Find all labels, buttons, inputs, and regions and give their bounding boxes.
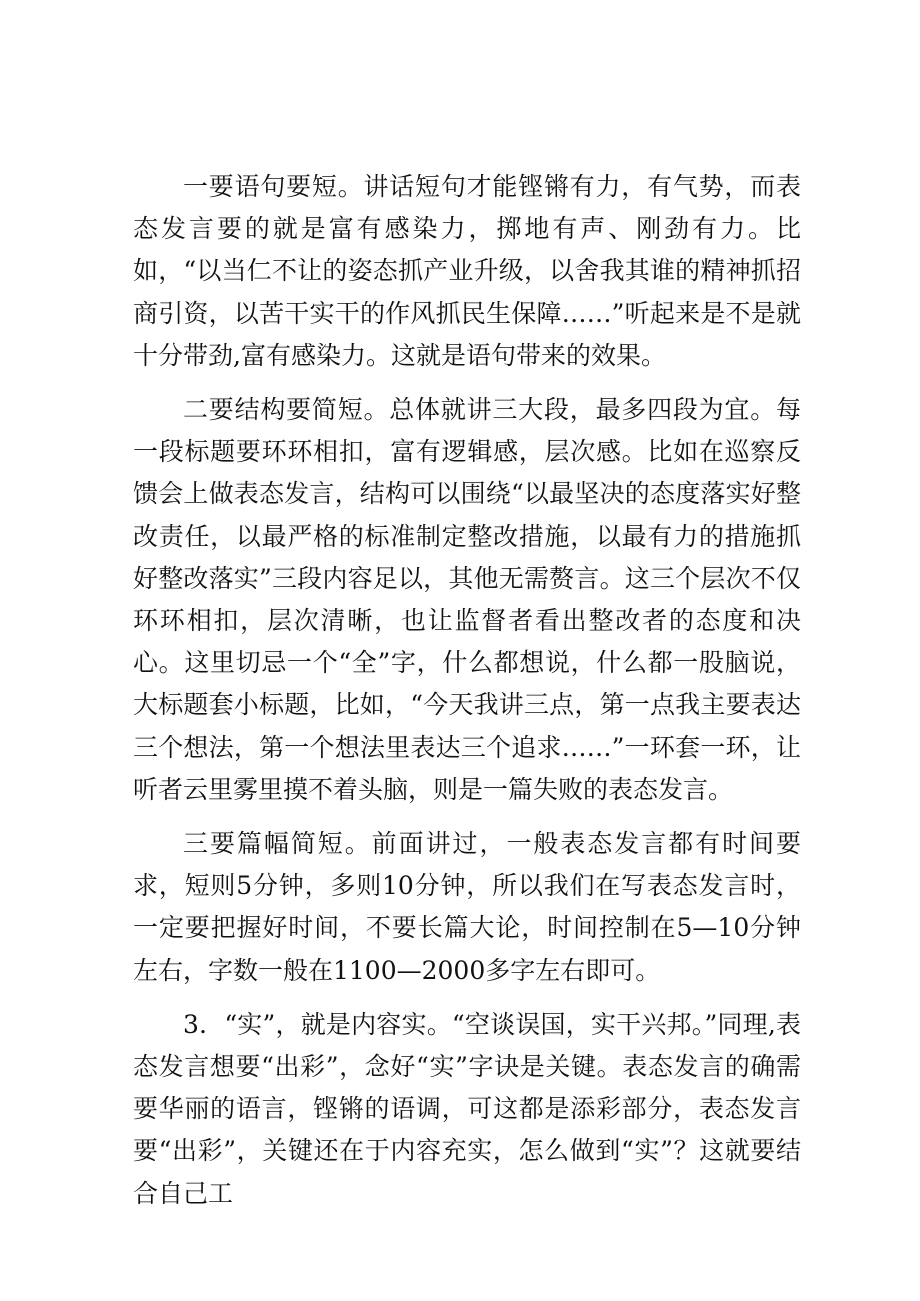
paragraph-short-length: 三要篇幅简短。前面讲过，一般表态发言都有时间要求，短则5分钟，多则10分钟，所以我们在写表态发言时，一定要把握好时间，不要长篇大论，时间控制在5—10分钟左右，字数一般在1100—2000多字左右即可。 [133,829,801,985]
paragraph-short-structure: 二要结构要简短。总体就讲三大段，最多四段为宜。每一段标题要环环相扣，富有逻辑感，层次感。比如在巡察反馈会上做表态发言，结构可以围绕“以最坚决的态度落实好整改责任，以最严格的标准制定整改措施，以最有力的措施抓好整改落实”三段内容足以，其他无需赘言。这三个层次不仅环环相扣，层次清晰，也让监督者看出整改者的态度和决心。这里切忌一个“全”字，什么都想说，什么都一股脑说，大标题套小标题，比如，“今天我讲三点，第一点我主要表达三个想法，第一个想法里表达三个追求……”一环套一环，让听者云里雾里摸不着头脑，则是一篇失败的表态发言。 [133,395,801,804]
paragraph-short-sentences: 一要语句要短。讲话短句才能铿锵有力，有气势，而表态发言要的就是富有感染力，掷地有声、刚劲有力。比如，“以当仁不让的姿态抓产业升级，以舍我其谁的精神抓招商引资，以苦干实干的作风抓民生保障……”听起来是不是就十分带劲,富有感染力。这就是语句带来的效果。 [133,172,801,370]
document-body [133,166,801,1215]
paragraph-solid-content: 3．“实”，就是内容实。“空谈误国，实干兴邦。”同理,表态发言想要“出彩”，念好“实”字诀是关键。表态发言的确需要华丽的语言，铿锵的语调，可这都是添彩部分，表态发言要“出彩”，关键还在于内容充实，怎么做到“实”？这就要结合自己工 [133,1009,801,1208]
